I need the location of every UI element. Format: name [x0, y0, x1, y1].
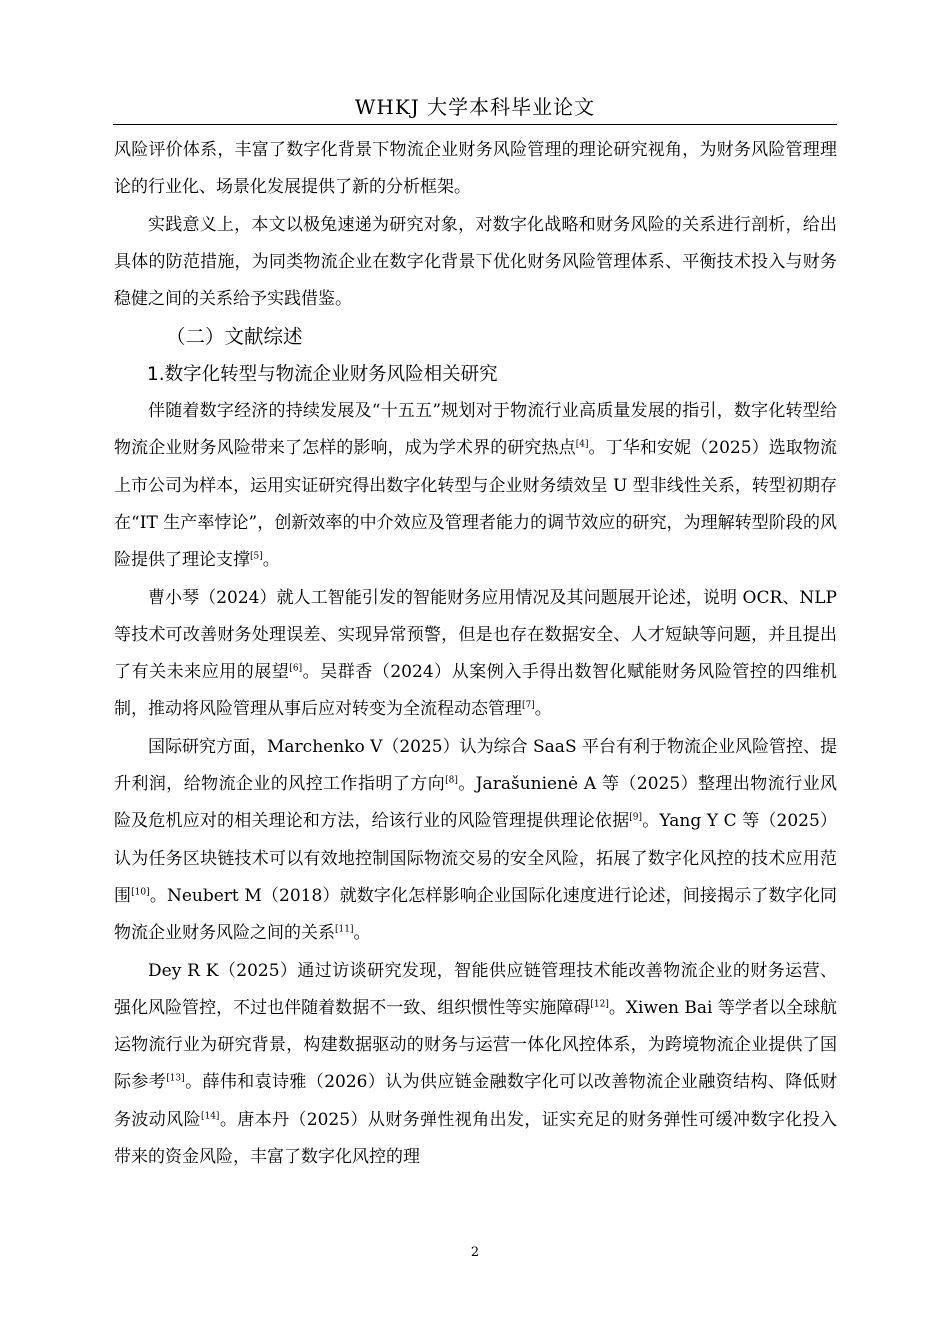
citation-marker: [7]: [522, 700, 535, 711]
citation-marker: [10]: [131, 887, 150, 898]
text-run: 实践意义上，本文以极兔速递为研究对象，对数字化战略和财务风险的关系进行剖析，给出具体的防范措施，为同类物流企业在数字化背景下优化财务风险管理体系、平衡技术投入与财务稳健之间的关系给予实践借鉴。: [114, 214, 837, 310]
text-run: 。吴群香（2024）从案例入手得出数智化赋能财务风险管控的四维机制，推动将风险管理从事后应对转变为全流程动态管理: [114, 662, 838, 720]
citation-marker: [12]: [590, 999, 609, 1010]
citation-marker: [11]: [335, 924, 354, 935]
text-run: 。薛伟和袁诗雅（2026）认为供应链金融数字化可以改善物流企业融资结构、降低财务波动风险: [114, 1072, 838, 1130]
text-run: 1.数字化转型与物流企业财务风险相关研究: [147, 363, 498, 385]
running-header-title: WHKJ 大学本科毕业论文: [354, 95, 596, 119]
text-run: 国际研究方面，Marchenko V（2025）认为综合 SaaS 平台有利于物流企业风险管控、提升利润，给物流企业的风控工作指明了方向: [114, 736, 837, 795]
text-run: 风险评价体系，丰富了数字化背景下物流企业财务风险管理的理论研究视角，为财务风险管理理论的行业化、场景化发展提供了新的分析框架。: [114, 140, 837, 198]
text-run: 。Xiwen Bai 等学者以全球航运物流行业为研究背景，构建数据驱动的财务与运营一体化风控体系，为跨境物流企业提供了国际参考: [114, 997, 837, 1093]
text-run: 。Jarašunienė A 等（2025）整理出物流行业风险及危机应对的相关理论和方法，给该行业的风险管理提供理论依据: [114, 774, 837, 832]
body-paragraph: [114, 953, 837, 1177]
text-run: 。: [353, 923, 371, 944]
text-run: 。: [534, 699, 552, 720]
text-run: （二）文献综述: [166, 325, 303, 349]
citation-marker: [9]: [629, 812, 643, 823]
text-run: 曹小琴（2024）就人工智能引发的智能财务应用情况及其问题展开论述，说明 OCR、NLP 等技术可改善财务处理误差、实现异常预警，但是也存在数据安全、人才短缺等问题，并且提出了有关未来应用的展望: [114, 587, 837, 683]
subsection-heading: [114, 356, 837, 393]
text-run: 。唐本丹（2025）从财务弹性视角出发，证实充足的财务弹性可缓冲数字化投入带来的资金风险，丰富了数字化风控的理: [114, 1109, 838, 1168]
citation-marker: [8]: [445, 775, 458, 786]
body-paragraph: [114, 393, 837, 579]
text-run: 伴随着数字经济的持续发展及“十五五”规划对于物流行业高质量发展的指引，数字化转型给物流企业财务风险带来了怎样的影响，成为学术界的研究热点: [114, 401, 837, 459]
text-run: 。Yang Y C 等（2025）认为任务区块链技术可以有效地控制国际物流交易的安全风险，拓展了数字化风控的技术应用范围: [114, 811, 837, 906]
citation-marker: [6]: [289, 663, 303, 674]
citation-marker: [14]: [200, 1111, 220, 1122]
text-run: 。丁华和安妮（2025）选取物流上市公司为样本，运用实证研究得出数字化转型与企业财务绩效呈 U 型非线性关系，转型初期存在“IT 生产率悖论”，创新效率的中介效应及管理者能力的调节效应的研究，为理解转型阶段的风险提供了理论支撑: [114, 438, 838, 571]
text-run: 。Neubert M（2018）就数字化怎样影响企业国际化速度进行论述，间接揭示了数字化同物流企业财务风险之间的关系: [114, 885, 838, 944]
citation-marker: [5]: [250, 551, 263, 562]
body-paragraph: [114, 580, 837, 729]
body-paragraph: [114, 729, 837, 953]
body-paragraph: [114, 207, 837, 319]
header-divider: [113, 124, 837, 125]
text-run: Dey R K（2025）通过访谈研究发现，智能供应链管理技术能改善物流企业的财务运营、强化风险管控，不过也伴随着数据不一致、组织惯性等实施障碍: [114, 960, 837, 1018]
citation-marker: [13]: [166, 1073, 185, 1084]
citation-marker: [4]: [575, 439, 589, 450]
body-paragraph: [114, 132, 837, 207]
page-number: 2: [470, 1245, 480, 1260]
text-run: 。: [262, 550, 280, 571]
document-body: [114, 132, 837, 1176]
section-heading: [114, 318, 837, 355]
